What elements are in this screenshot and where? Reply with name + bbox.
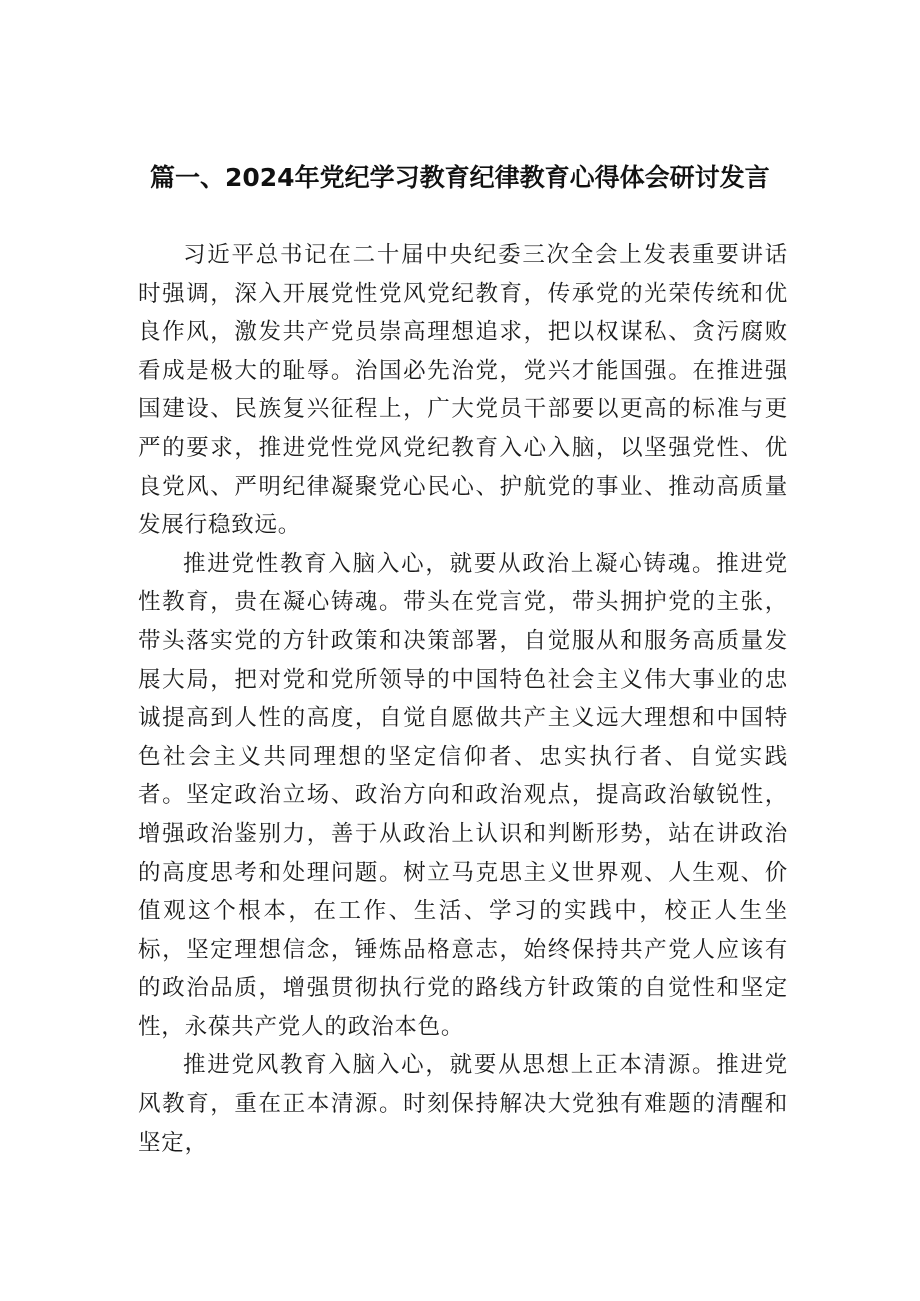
paragraph-1: 习近平总书记在二十届中央纪委三次全会上发表重要讲话时强调，深入开展党性党风党纪教育，传承党的光荣传统和优良作风，激发共产党员崇高理想追求，把以权谋私、贪污腐败看成是极大的耻辱。治国必先治党，党兴才能国强。在推进强国建设、民族复兴征程上，广大党员干部要以更高的标准与更严的要求，推进党性党风党纪教育入心入脑，以坚强党性、优良党风、严明纪律凝聚党心民心、护航党的事业、推动高质量发展行稳致远。 <box>138 242 788 539</box>
paragraph-3: 推进党风教育入脑入心，就要从思想上正本清源。推进党风教育，重在正本清源。时刻保持解决大党独有难题的清醒和坚定， <box>138 1052 788 1156</box>
document-title: 篇一、2024年党纪学习教育纪律教育心得体会研讨发言 <box>150 163 770 192</box>
paragraph-2: 推进党性教育入脑入心，就要从政治上凝心铸魂。推进党性教育，贵在凝心铸魂。带头在党言党，带头拥护党的主张，带头落实党的方针政策和决策部署，自觉服从和服务高质量发展大局，把对党和党所领导的中国特色社会主义伟大事业的忠诚提高到人性的高度，自觉自愿做共产主义远大理想和中国特色社会主义共同理想的坚定信仰者、忠实执行者、自觉实践者。坚定政治立场、政治方向和政治观点，提高政治敏锐性，增强政治鉴别力，善于从政治上认识和判断形势，站在讲政治的高度思考和处理问题。树立马克思主义世界观、人生观、价值观这个根本，在工作、生活、学习的实践中，校正人生坐标，坚定理想信念，锤炼品格意志，始终保持共产党人应该有的政治品质，增强贯彻执行党的路线方针政策的自觉性和坚定性，永葆共产党人的政治本色。 <box>138 550 788 1040</box>
document-body <box>138 236 788 1162</box>
